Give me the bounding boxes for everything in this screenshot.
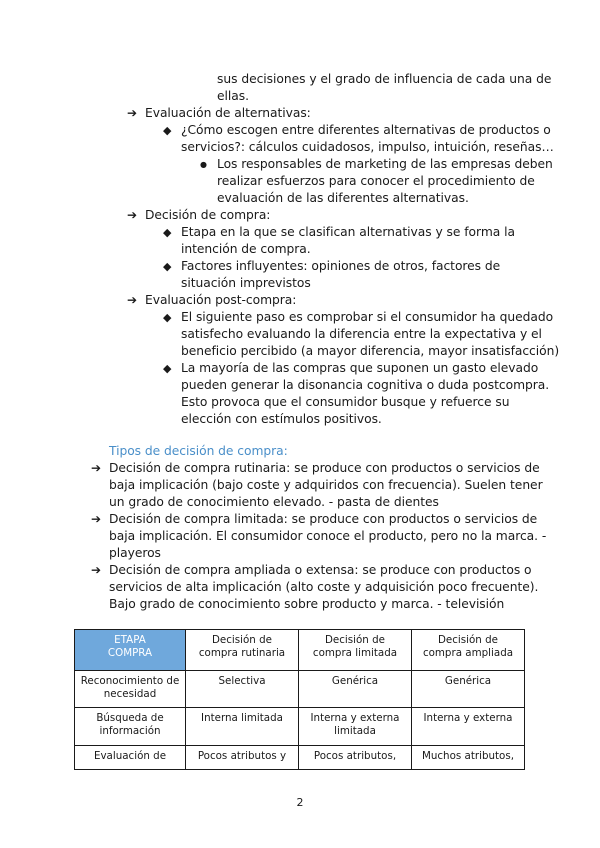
text-line: Los responsables de marketing de las empresas deben	[217, 157, 553, 171]
text-line: elección con estímulos positivos.	[181, 412, 382, 426]
table-cell	[75, 671, 186, 708]
cell-text: compra rutinaria	[198, 646, 286, 659]
cell-text: Muchos atributos,	[421, 750, 514, 762]
text-line: Decisión de compra ampliada o extensa: se produce con productos o	[109, 563, 532, 577]
cell-text: compra ampliada	[422, 646, 514, 659]
table-header-cell	[75, 630, 186, 671]
cell-text: Pocos atributos,	[313, 750, 397, 762]
text-line: Bajo grado de conocimiento sobre producto y marca. - televisión	[109, 597, 505, 611]
table-cell	[75, 746, 186, 770]
arrow-bullet-icon: ➔	[91, 563, 102, 577]
table-row	[75, 708, 525, 746]
page-number: 2	[296, 796, 304, 809]
diamond-bullet-icon: ◆	[163, 311, 172, 324]
text-line: playeros	[109, 546, 161, 560]
text-line: Decisión de compra rutinaria: se produce con productos o servicios de	[109, 461, 540, 475]
text-line: La mayoría de las compras que suponen un gasto elevado	[181, 361, 539, 375]
cell-text: Genérica	[444, 675, 492, 687]
table-cell	[412, 708, 525, 746]
table-header-row	[75, 630, 525, 671]
cell-text: Genérica	[331, 675, 379, 687]
text-line: situación imprevistos	[181, 276, 311, 290]
arrow-bullet-icon: ➔	[127, 293, 138, 307]
arrow-bullet-icon: ➔	[91, 461, 102, 475]
diamond-bullet-icon: ◆	[163, 124, 172, 137]
text-line: ¿Cómo escogen entre diferentes alternativas de productos o	[181, 123, 551, 137]
table-cell	[186, 708, 299, 746]
table-cell	[412, 671, 525, 708]
cell-text: Pocos atributos y	[197, 750, 287, 762]
cell-text: información	[99, 724, 161, 737]
text-line: servicios?: cálculos cuidadosos, impulso, intuición, reseñas…	[181, 140, 554, 154]
table-row	[75, 671, 525, 708]
table-cell	[412, 746, 525, 770]
cell-text: Decisión de	[212, 634, 272, 646]
text-line: pueden generar la disonancia cognitiva o duda postcompra.	[181, 378, 550, 392]
section-label: Evaluación de alternativas:	[145, 106, 311, 120]
text-line: Etapa en la que se clasifican alternativas y se forma la	[181, 225, 515, 239]
cell-text: Decisión de	[325, 634, 385, 646]
cell-text: Interna limitada	[201, 712, 283, 724]
cell-text: limitada	[334, 724, 376, 737]
comparison-table	[74, 629, 525, 770]
cell-text: Decisión de	[438, 634, 498, 646]
table-header-cell	[299, 630, 412, 671]
table-header-cell	[412, 630, 525, 671]
cell-text: COMPRA	[107, 646, 153, 659]
text-line: beneficio percibido (a mayor diferencia, mayor insatisfacción)	[181, 344, 560, 358]
cell-text: ETAPA	[114, 634, 146, 646]
text-line: ellas.	[217, 89, 249, 103]
text-line: El siguiente paso es comprobar si el consumidor ha quedado	[181, 310, 554, 324]
diamond-bullet-icon: ◆	[163, 226, 172, 239]
text-line: satisfecho evaluando la diferencia entre la expectativa y el	[181, 327, 542, 341]
table-cell	[186, 671, 299, 708]
text-line: realizar esfuerzos para conocer el procedimiento de	[217, 174, 535, 188]
text-line: intención de compra.	[181, 242, 311, 256]
text-line: sus decisiones y el grado de influencia de cada una de	[217, 72, 552, 86]
text-line: un grado de conocimiento elevado. - pasta de dientes	[109, 495, 439, 509]
dot-bullet-icon: ●	[200, 160, 207, 169]
table-header-cell	[186, 630, 299, 671]
text-line: baja implicación (bajo coste y adquiridos con frecuencia). Suelen tener	[109, 478, 543, 492]
diamond-bullet-icon: ◆	[163, 260, 172, 273]
text-line: Decisión de compra limitada: se produce con productos o servicios de	[109, 512, 538, 526]
cell-text: necesidad	[103, 687, 157, 700]
table-cell	[299, 671, 412, 708]
table-cell	[186, 746, 299, 770]
cell-text: Búsqueda de	[96, 712, 164, 724]
section-heading: Tipos de decisión de compra:	[109, 444, 288, 458]
section-label: Evaluación post-compra:	[145, 293, 297, 307]
diamond-bullet-icon: ◆	[163, 362, 172, 375]
table-cell	[75, 708, 186, 746]
arrow-bullet-icon: ➔	[91, 512, 102, 526]
section-label: Decisión de compra:	[145, 208, 271, 222]
table-cell	[299, 746, 412, 770]
text-line: servicios de alta implicación (alto coste y adquisición poco frecuente).	[109, 580, 539, 594]
cell-text: Interna y externa	[310, 712, 400, 724]
arrow-bullet-icon: ➔	[127, 106, 138, 120]
cell-text: Evaluación de	[93, 750, 167, 762]
text-line: evaluación de las diferentes alternativas.	[217, 191, 469, 205]
text-line: Esto provoca que el consumidor busque y refuerce su	[181, 395, 510, 409]
cell-text: compra limitada	[312, 646, 398, 659]
text-line: Factores influyentes: opiniones de otros, factores de	[181, 259, 501, 273]
cell-text: Interna y externa	[423, 712, 513, 724]
cell-text: Reconocimiento de	[80, 675, 180, 687]
arrow-bullet-icon: ➔	[127, 208, 138, 222]
cell-text: Selectiva	[218, 675, 266, 687]
table-cell	[299, 708, 412, 746]
table-row	[75, 746, 525, 770]
text-line: baja implicación. El consumidor conoce el producto, pero no la marca. -	[109, 529, 547, 543]
